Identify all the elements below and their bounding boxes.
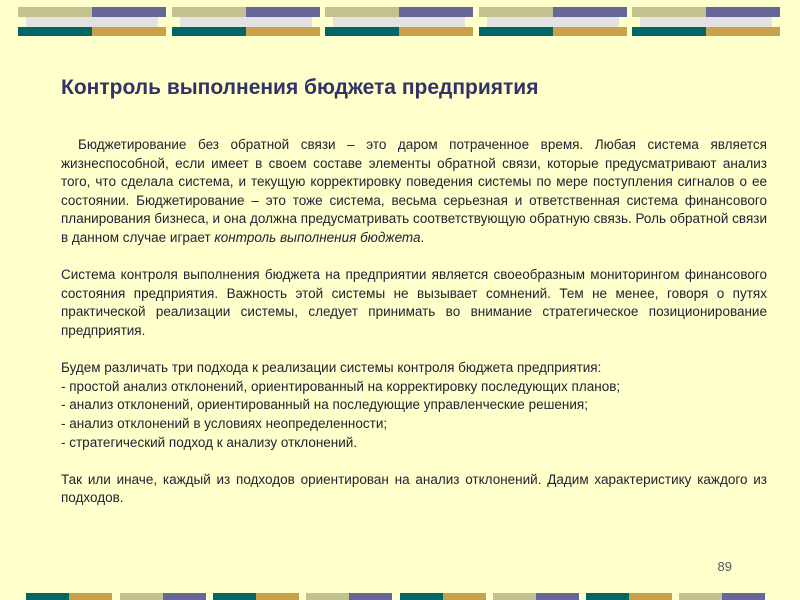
- page-number: 89: [717, 559, 732, 574]
- decorative-tile-segment: [487, 17, 619, 27]
- decorative-strip-segment: [400, 593, 443, 600]
- paragraph-1-end: .: [420, 229, 425, 245]
- decorative-tile-segment: [640, 17, 772, 27]
- decorative-tile: [632, 7, 780, 36]
- decorative-tile-segment: [479, 27, 553, 36]
- decorative-tile-segment: [553, 27, 627, 36]
- approaches-list: [61, 378, 767, 452]
- decorative-strip-segment: [679, 593, 722, 600]
- decorative-strip-segment: [443, 593, 486, 600]
- decorative-tile: [325, 7, 473, 36]
- approaches-intro: Будем различать три подхода к реализации системы контроля бюджета предприятия:: [61, 360, 602, 376]
- slide-title: Контроль выполнения бюджета предприятия: [61, 76, 539, 99]
- decorative-tile-segment: [325, 27, 399, 36]
- approach-item: - анализ отклонений в условиях неопределенности;: [61, 415, 388, 431]
- decorative-tile-segment: [706, 27, 780, 36]
- decorative-strip-segment: [26, 593, 69, 600]
- decorative-strip-segment: [536, 593, 579, 600]
- approach-item: - стратегический подход к анализу отклонений.: [61, 434, 358, 450]
- decorative-strip-segment: [256, 593, 299, 600]
- decorative-tile-segment: [553, 7, 627, 17]
- decorative-tile-segment: [333, 17, 465, 27]
- approach-item: - анализ отклонений, ориентированный на последующие управленческие решения;: [61, 397, 588, 413]
- paragraph-1-emphasis: контроль выполнения бюджета: [214, 229, 421, 245]
- decorative-tile-segment: [706, 7, 780, 17]
- decorative-tile-segment: [246, 7, 320, 17]
- decorative-strip-segment: [213, 593, 256, 600]
- decorative-tile: [172, 7, 320, 36]
- approach-item: - простой анализ отклонений, ориентированный на корректировку последующих планов;: [61, 378, 621, 394]
- decorative-tile: [18, 7, 166, 36]
- decorative-tile: [479, 7, 627, 36]
- decorative-tile-segment: [479, 7, 553, 17]
- paragraph-control-system: Система контроля выполнения бюджета на предприятии является своеобразным мониторингом финансового состояния предприятия. Важность этой системы не вызывает сомнений. Тем не менее, говоря о путях практической реализации системы, следует принимать во внимание стратегическое позиционирование предприятия.: [61, 267, 767, 338]
- decorative-strip-segment: [163, 593, 206, 600]
- decorative-tile-segment: [632, 7, 706, 17]
- decorative-tile-segment: [18, 27, 92, 36]
- decorative-strip-segment: [349, 593, 392, 600]
- decorative-tile-segment: [246, 27, 320, 36]
- paragraph-1-text: Бюджетирование без обратной связи – это даром потраченное время. Любая система является жизнеспособной, если имеет в своем составе элементы обратной связи, которые предусматривают анализ того, что сделала система, и текущую корректировку поведения системы по мере поступления сигналов о ее состоянии. Бюджетирование – это тоже система, весьма серьезная и ответственная система финансового планирования бизнеса, и она должна предусматривать соответствующую обратную связь. Роль обратной связи в данном случае играет: [61, 137, 767, 245]
- paragraph-budgeting-feedback: [61, 136, 767, 248]
- decorative-tile-segment: [325, 7, 399, 17]
- decorative-tile-segment: [92, 27, 166, 36]
- paragraph-conclusion: Так или иначе, каждый из подходов ориентирован на анализ отклонений. Дадим характеристику каждого из подходов.: [61, 471, 767, 506]
- decorative-strip-segment: [722, 593, 765, 600]
- decorative-tile-segment: [18, 7, 92, 17]
- decorative-strip-segment: [306, 593, 349, 600]
- decorative-tile-segment: [26, 17, 158, 27]
- decorative-tile-segment: [172, 27, 246, 36]
- decorative-tile-segment: [399, 7, 473, 17]
- decorative-strip-segment: [69, 593, 112, 600]
- slide-body: [61, 136, 767, 508]
- decorative-strip-segment: [586, 593, 629, 600]
- decorative-strip-segment: [120, 593, 163, 600]
- decorative-tile-segment: [180, 17, 312, 27]
- top-decoration: [0, 0, 800, 40]
- decorative-tile-segment: [92, 7, 166, 17]
- decorative-strip-segment: [493, 593, 536, 600]
- decorative-strip-segment: [629, 593, 672, 600]
- decorative-tile-segment: [172, 7, 246, 17]
- decorative-tile-segment: [632, 27, 706, 36]
- decorative-tile-segment: [399, 27, 473, 36]
- bottom-decoration: [0, 593, 800, 600]
